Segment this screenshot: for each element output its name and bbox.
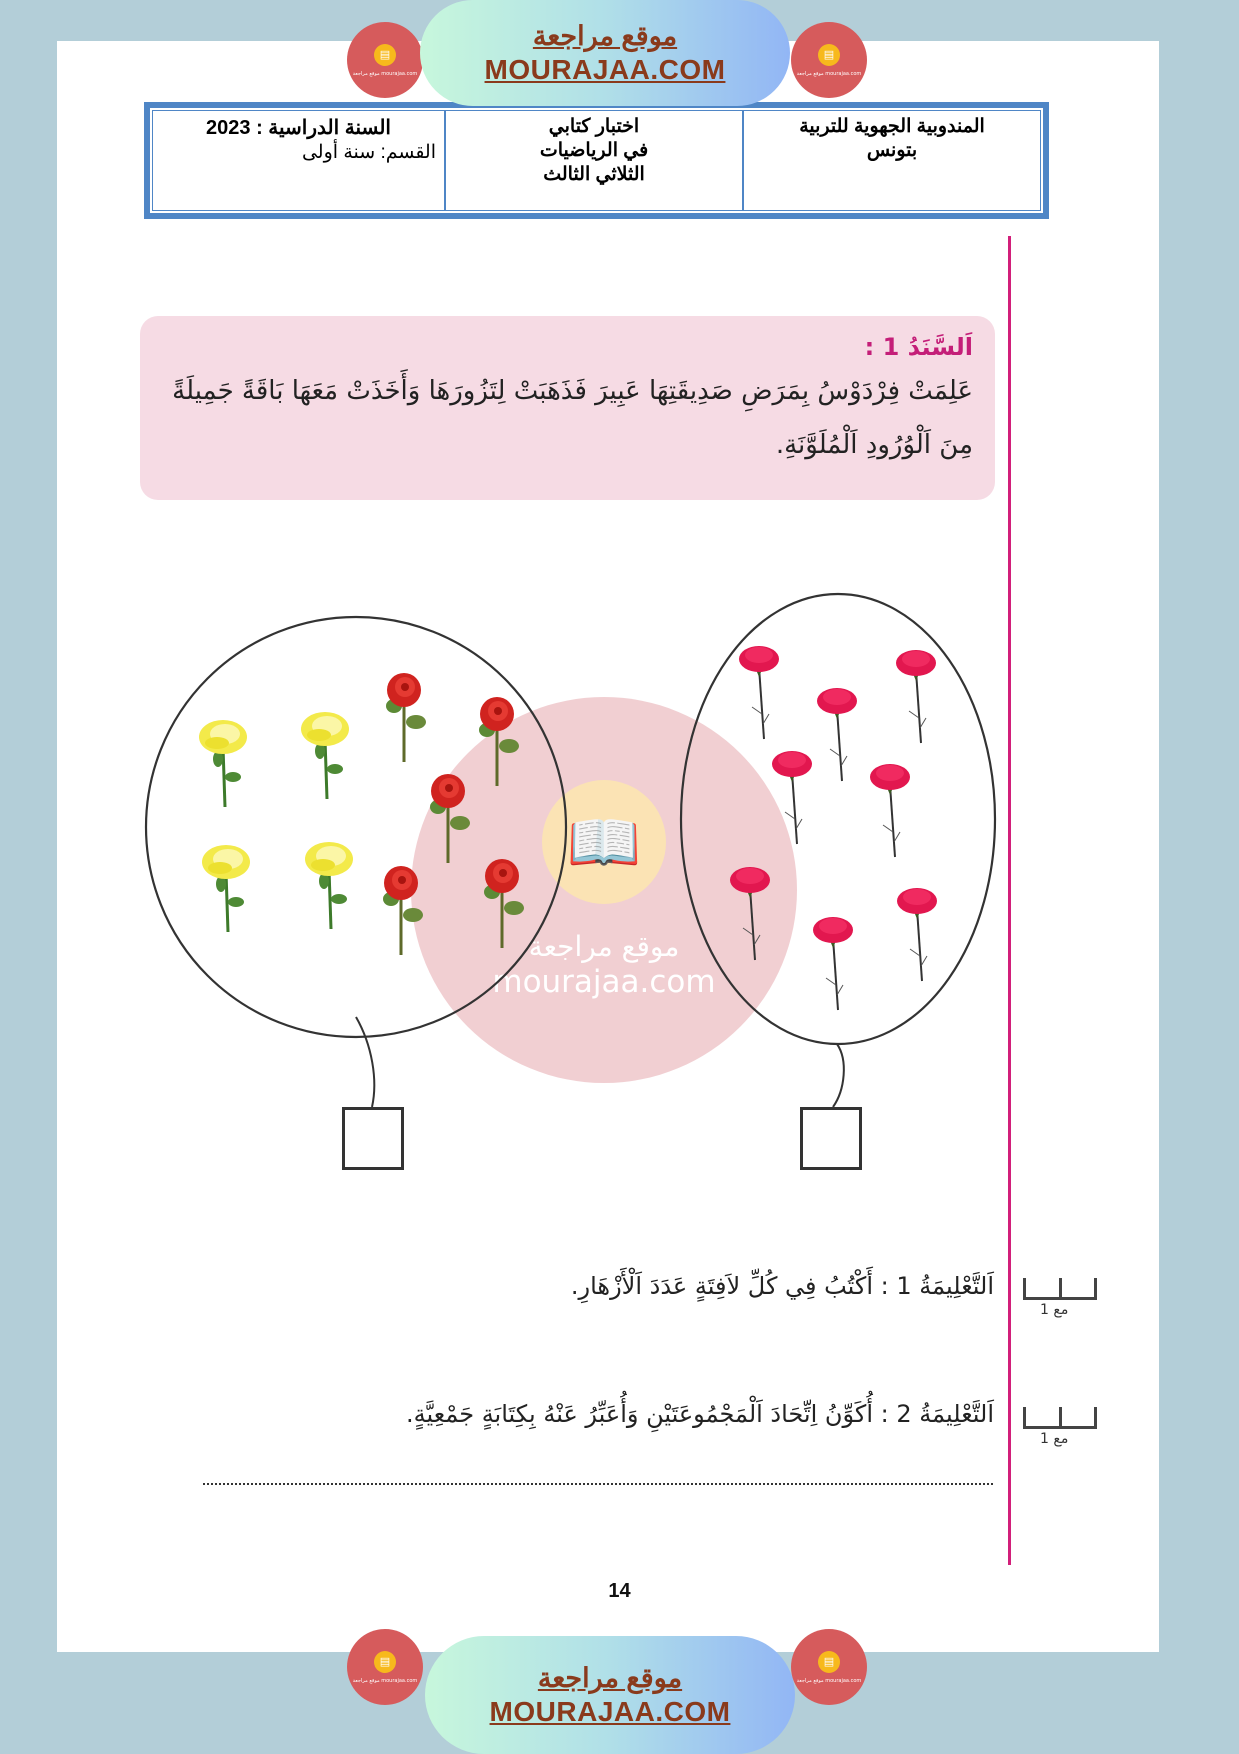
site-logo-right xyxy=(791,22,867,98)
page-number: 14 xyxy=(608,1580,631,1602)
header-exam-cell xyxy=(444,111,742,210)
book-icon: ▤ xyxy=(374,1651,396,1673)
open-book-icon: 📖 xyxy=(542,780,666,904)
site-logo-left xyxy=(347,22,423,98)
left-count-box[interactable] xyxy=(342,1107,404,1170)
watermark-text xyxy=(411,930,797,1000)
header-authority-cell xyxy=(742,111,1040,210)
site-logo-left-bottom xyxy=(347,1629,423,1705)
exam-line3: الثلاثي الثالث xyxy=(543,164,645,185)
instruction-2: اَلتَّعْلِيمَةُ 2 : أُكَوِّنُ اِتِّحَادَ اَلْمَجْمُوعَتَيْنِ وَأُعَبِّرُ عَنْهُ بِكِتَابَةٍ جَمْعِيَّةٍ. xyxy=(406,1400,994,1428)
class-label: القسم: سنة أولى xyxy=(301,142,436,163)
score-label-2: مع 1 xyxy=(1040,1431,1069,1447)
document-text: عَلِمَتْ فِرْدَوْسُ بِمَرَضِ صَدِيقَتِهَا عَبِيرَ فَذَهَبَتْ لِتَزُورَهَا وَأَخَذَتْ مَعَهَا بَاقَةً جَمِيلَةً مِنَ اَلْوُرُودِ اَلْمُلَوَّنَةِ. xyxy=(172,376,973,460)
document-title: اَلسَّنَدُ 1 : xyxy=(864,333,973,361)
logo-caption: موقع مراجعة mourajaa.com xyxy=(352,70,418,77)
exam-line1: اختبار كتابي xyxy=(548,116,640,137)
exam-line2: في الرياضيات xyxy=(539,140,649,161)
site-banner-bottom[interactable] xyxy=(425,1636,795,1754)
logo-caption: موقع مراجعة mourajaa.com xyxy=(796,70,862,77)
site-banner-top[interactable] xyxy=(420,0,790,106)
exam-header-table xyxy=(144,102,1049,219)
site-logo-right-bottom xyxy=(791,1629,867,1705)
score-box-2[interactable] xyxy=(1023,1407,1097,1429)
banner-latin: MOURAJAA.COM xyxy=(489,1696,731,1727)
header-year-cell xyxy=(153,111,444,210)
instruction-1: اَلتَّعْلِيمَةُ 1 : أَكْتُبُ فِي كُلِّ لاَفِتَةٍ عَدَدَ اَلْأَزْهَارِ. xyxy=(570,1272,994,1300)
right-count-box[interactable] xyxy=(800,1107,862,1170)
authority-line2: بتونس xyxy=(866,140,918,161)
book-icon: ▤ xyxy=(818,44,840,66)
school-year: السنة الدراسية : 2023 xyxy=(206,117,391,139)
score-label-1: مع 1 xyxy=(1040,1302,1069,1318)
score-box-1[interactable] xyxy=(1023,1278,1097,1300)
watermark-latin: mourajaa.com xyxy=(492,964,716,1000)
banner-arabic: موقع مراجعة xyxy=(532,21,678,51)
document-box xyxy=(140,316,995,500)
logo-caption: موقع مراجعة mourajaa.com xyxy=(796,1677,862,1684)
book-icon: ▤ xyxy=(374,44,396,66)
banner-latin: MOURAJAA.COM xyxy=(484,54,726,85)
logo-caption: موقع مراجعة mourajaa.com xyxy=(352,1677,418,1684)
watermark-arabic: موقع مراجعة xyxy=(528,930,680,963)
margin-line xyxy=(1008,236,1011,1565)
answer-line[interactable] xyxy=(203,1483,993,1485)
book-icon: ▤ xyxy=(818,1651,840,1673)
authority-line1: المندوبية الجهوية للتربية xyxy=(799,116,985,137)
banner-arabic: موقع مراجعة xyxy=(537,1663,683,1693)
